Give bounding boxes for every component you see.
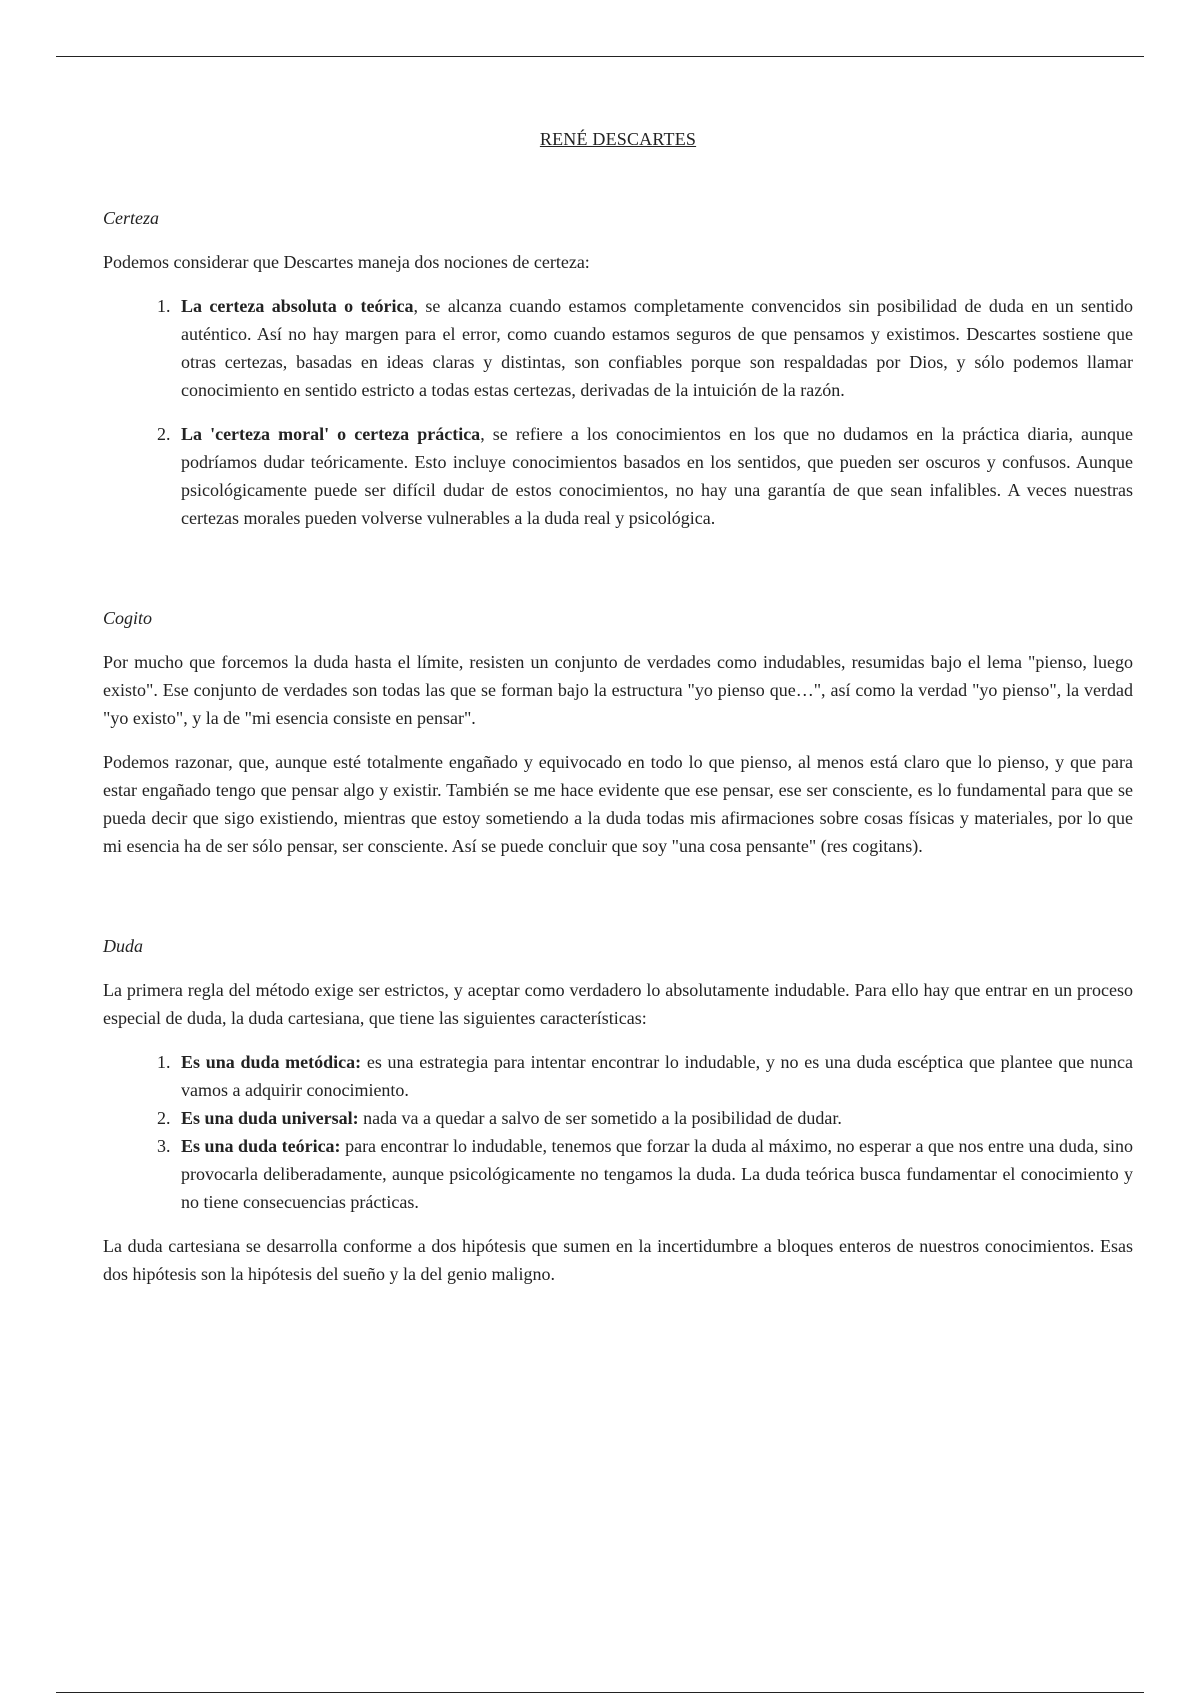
list-item	[175, 1132, 1133, 1216]
document-title: RENÉ DESCARTES	[539, 129, 697, 149]
list-item-text: para encontrar lo indudable, tenemos que forzar la duda al máximo, no esperar a que nos entre una duda, sino provocarla deliberadamente, aunque psicológicamente no tengamos la duda. La duda teórica busca fundamentar el conocimiento y no tiene consecuencias prácticas.	[181, 1136, 1133, 1212]
section-heading-certeza: Certeza	[103, 208, 159, 228]
certeza-intro: Podemos considerar que Descartes maneja dos nociones de certeza:	[103, 252, 590, 272]
section-heading-cogito: Cogito	[103, 608, 153, 628]
bottom-rule	[56, 1692, 1144, 1693]
section-heading-duda: Duda	[103, 936, 143, 956]
document-page	[103, 125, 1133, 1304]
list-item-text: es una estrategia para intentar encontrar lo indudable, y no es una duda escéptica que plantee que nunca vamos a adquirir conocimiento.	[181, 1052, 1133, 1100]
list-item	[175, 420, 1133, 532]
list-item	[175, 1048, 1133, 1104]
list-item-term: La certeza absoluta o teórica	[181, 296, 414, 316]
list-item-term: Es una duda teórica:	[181, 1136, 341, 1156]
list-item	[175, 1104, 1133, 1132]
section-spacer	[103, 548, 1133, 604]
list-item-text: , se alcanza cuando estamos completamente convencidos sin posibilidad de duda en un sentido auténtico. Así no hay margen para el error, como cuando estamos seguros de que pensamos y existimos. Descartes sostiene que otras certezas, basadas en ideas claras y distintas, son confiables porque son respaldadas por Dios, y sólo podemos llamar conocimiento en sentido estricto a todas estas certezas, derivadas de la intuición de la razón.	[181, 296, 1133, 400]
cogito-paragraph: Por mucho que forcemos la duda hasta el límite, resisten un conjunto de verdades como indudables, resumidas bajo el lema "pienso, luego existo". Ese conjunto de verdades son todas las que se forman bajo la estructura "yo pienso que…", así como la verdad "yo pienso", la verdad "yo existo", y la de "mi esencia consiste en pensar".	[103, 652, 1133, 728]
duda-closing: La duda cartesiana se desarrolla conforme a dos hipótesis que sumen en la incertidumbre a bloques enteros de nuestros conocimientos. Esas dos hipótesis son la hipótesis del sueño y la del genio maligno.	[103, 1236, 1133, 1284]
certeza-list	[103, 292, 1133, 532]
list-item	[175, 292, 1133, 404]
duda-list	[103, 1048, 1133, 1216]
list-item-term: Es una duda universal:	[181, 1108, 359, 1128]
duda-intro: La primera regla del método exige ser estrictos, y aceptar como verdadero lo absolutamente indudable. Para ello hay que entrar en un proceso especial de duda, la duda cartesiana, que tiene las siguientes características:	[103, 980, 1133, 1028]
cogito-paragraph: Podemos razonar, que, aunque esté totalmente engañado y equivocado en todo lo que pienso, al menos está claro que lo pienso, y que para estar engañado tengo que pensar algo y existir. También se me hace evidente que ese pensar, ese ser consciente, es lo fundamental para que se pueda decir que sigo existiendo, mientras que estoy sometiendo a la duda todas mis afirmaciones sobre cosas físicas y materiales, por lo que mi esencia ha de ser sólo pensar, ser consciente. Así se puede concluir que soy "una cosa pensante" (res cogitans).	[103, 752, 1133, 856]
list-item-text: , se refiere a los conocimientos en los que no dudamos en la práctica diaria, aunque podríamos dudar teóricamente. Esto incluye conocimientos basados en los sentidos, que pueden ser oscuros y confusos. Aunque psicológicamente puede ser difícil dudar de estos conocimientos, no hay una garantía de que sean infalibles. A veces nuestras certezas morales pueden volverse vulnerables a la duda real y psicológica.	[181, 424, 1133, 528]
list-item-term: La 'certeza moral' o certeza práctica	[181, 424, 481, 444]
section-spacer	[103, 876, 1133, 932]
list-item-text: nada va a quedar a salvo de ser sometido a la posibilidad de dudar.	[358, 1108, 842, 1128]
top-rule	[56, 56, 1144, 57]
list-item-term: Es una duda metódica:	[181, 1052, 362, 1072]
